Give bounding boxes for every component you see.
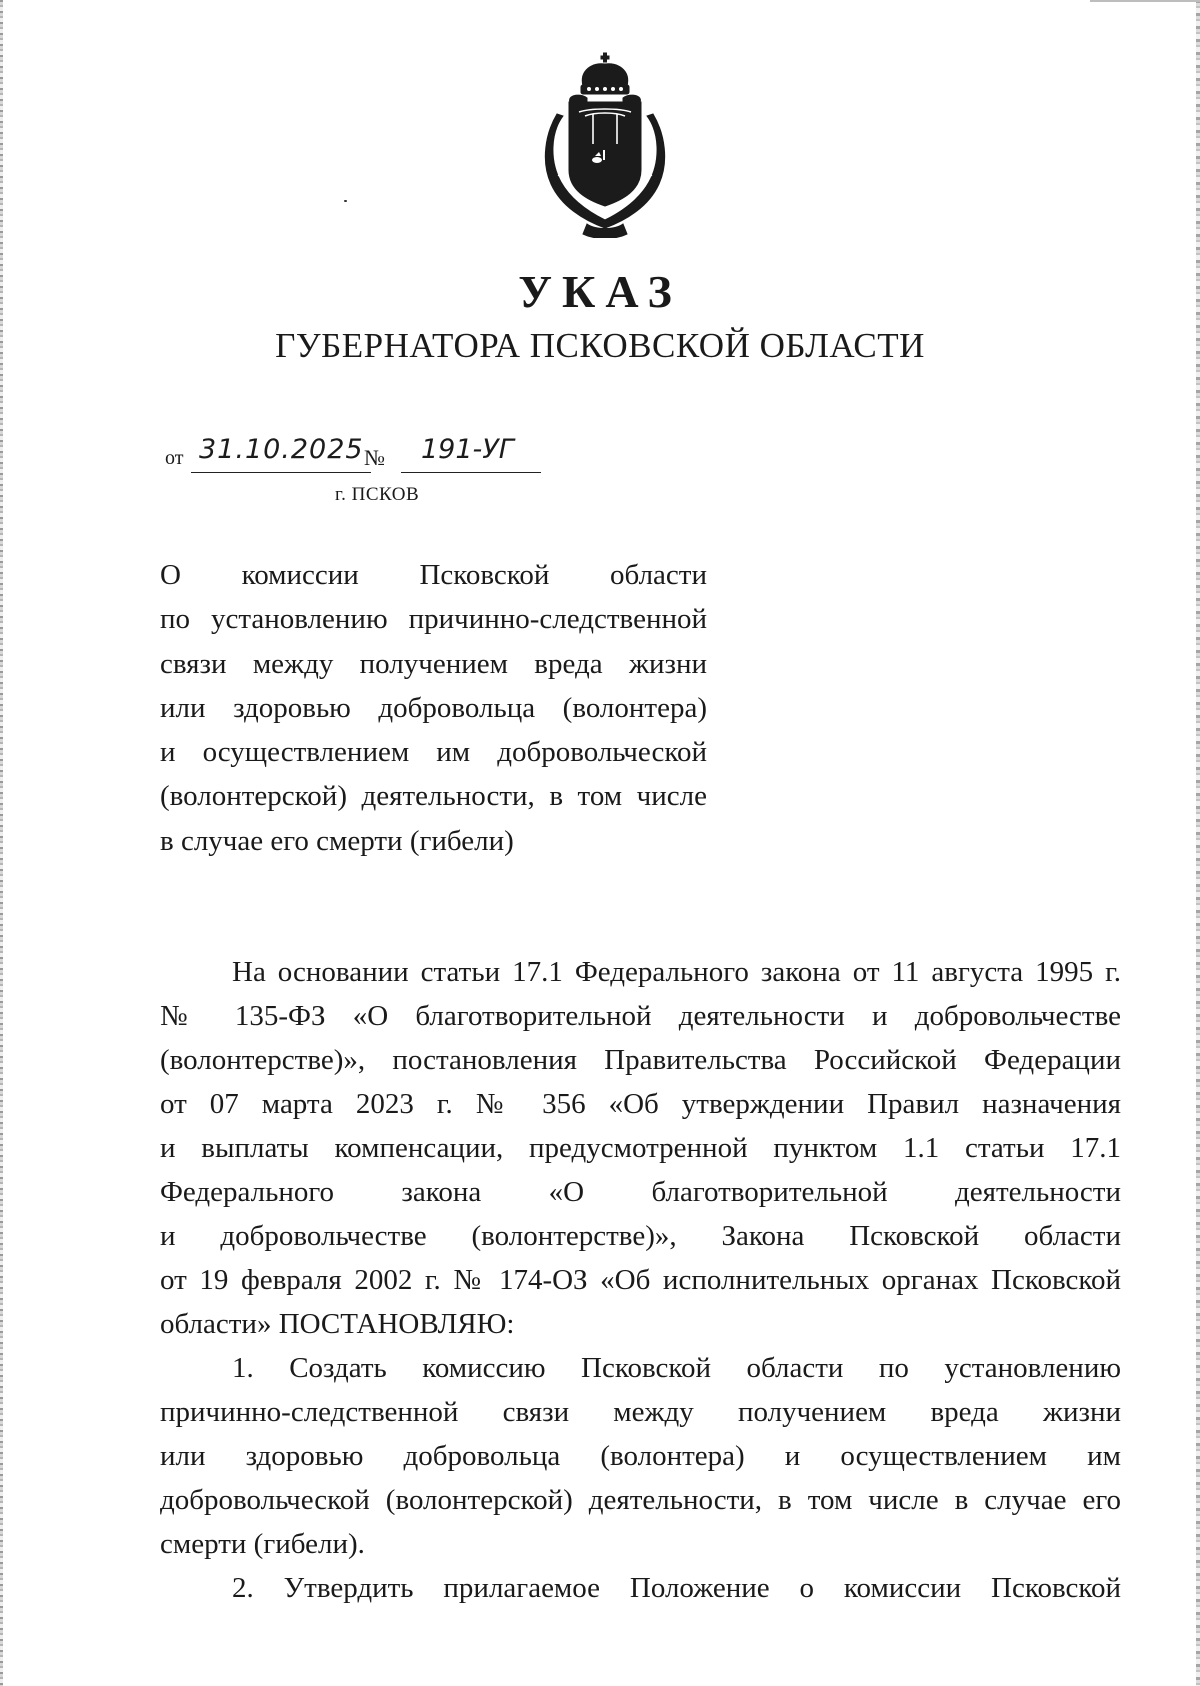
clause-1-line: добровольческой (волонтерской) деятельности, в том числе в случае его xyxy=(160,1484,1121,1516)
body-line: от 07 марта 2023 г. № 356 «Об утверждении Правил назначения xyxy=(160,1088,1121,1120)
scan-edge-top xyxy=(1090,0,1200,2)
subject-line: связи между получением вреда жизни xyxy=(160,647,707,680)
clause-1-line: смерти (гибели). xyxy=(160,1528,365,1560)
decree-subject xyxy=(160,553,707,863)
subject-line: или здоровью добровольца (волонтера) xyxy=(160,691,707,724)
date-field xyxy=(191,434,371,473)
decree-body xyxy=(160,950,1121,1610)
pskov-coat-of-arms-icon xyxy=(535,52,675,238)
number-field xyxy=(401,434,541,473)
clause-1-line: 1. Создать комиссию Псковской области по установлению xyxy=(232,1352,1121,1384)
clause-1-line: или здоровью добровольца (волонтера) и осуществлением им xyxy=(160,1440,1121,1472)
body-line: и добровольчестве (волонтерстве)», Закона Псковской области xyxy=(160,1220,1121,1252)
scan-edge-left xyxy=(0,0,3,1686)
subject-line: в случае его смерти (гибели) xyxy=(160,824,514,857)
city-label: г. ПСКОВ xyxy=(335,484,420,505)
scan-speck xyxy=(344,200,347,202)
clause-1-line: причинно-следственной связи между получением вреда жизни xyxy=(160,1396,1121,1428)
scan-edge-right xyxy=(1196,0,1200,1686)
subject-line: и осуществлением им добровольческой xyxy=(160,736,707,769)
body-line: (волонтерстве)», постановления Правительства Российской Федерации xyxy=(160,1044,1121,1076)
number-sign: № xyxy=(364,445,385,470)
subject-line: (волонтерской) деятельности, в том числе xyxy=(160,780,707,813)
handwritten-number: 191-УГ xyxy=(421,434,514,465)
body-line: Федерального закона «О благотворительной деятельности xyxy=(160,1176,1121,1208)
body-line: и выплаты компенсации, предусмотренной пунктом 1.1 статьи 17.1 xyxy=(160,1132,1121,1164)
document-subheading: ГУБЕРНАТОРА ПСКОВСКОЙ ОБЛАСТИ xyxy=(275,326,925,365)
subject-line: О комиссии Псковской области xyxy=(160,559,707,591)
body-line: области» ПОСТАНОВЛЯЮ: xyxy=(160,1308,515,1340)
subject-line: по установлению причинно-следственной xyxy=(160,603,707,636)
body-line: от 19 февраля 2002 г. № 174-ОЗ «Об исполнительных органах Псковской xyxy=(160,1264,1121,1296)
body-line: № 135-ФЗ «О благотворительной деятельности и добровольчестве xyxy=(160,1000,1121,1032)
document-heading: УКАЗ xyxy=(518,266,682,317)
date-prefix: от xyxy=(165,447,184,469)
clause-2-line: 2. Утвердить прилагаемое Положение о комиссии Псковской xyxy=(232,1572,1121,1604)
handwritten-date: 31.10.2025 xyxy=(199,434,364,465)
body-line: На основании статьи 17.1 Федерального закона от 11 августа 1995 г. xyxy=(232,956,1121,988)
